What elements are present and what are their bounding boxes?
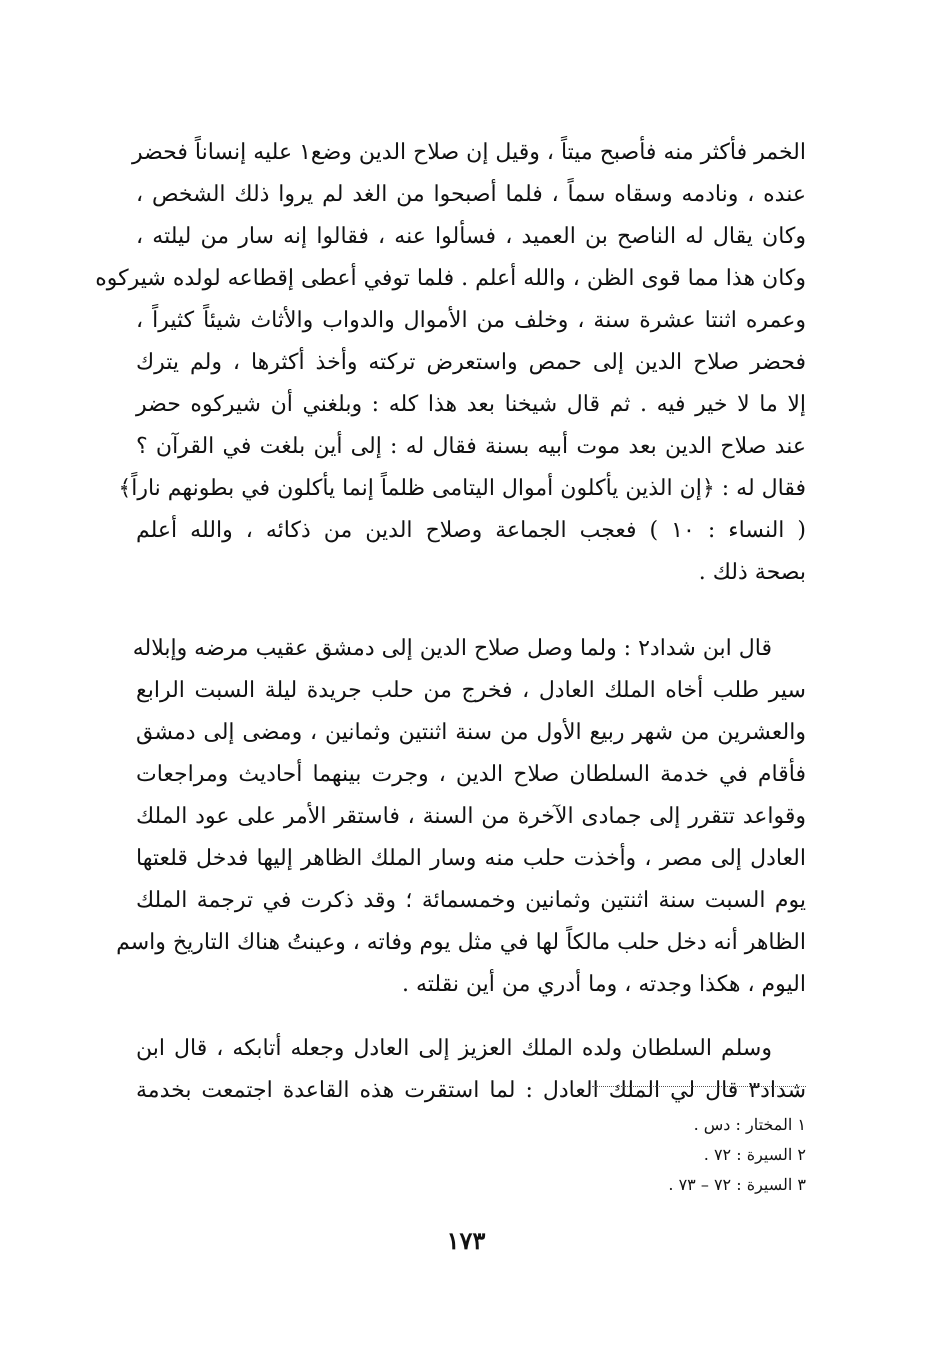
- text-line: وقواعد تتقرر إلى جمادى الآخرة من السنة ، فاستقر الأمر على عود الملك: [136, 804, 806, 829]
- text-line: وعمره اثنتا عشرة سنة ، وخلف من الأموال والدواب والأثاث شيئاً كثيراً ،: [136, 308, 806, 333]
- text-line: وسلم السلطان ولده الملك العزيز إلى العادل وجعله أتابكه ، قال ابن: [136, 1036, 772, 1061]
- quran-quote-line: فقال له : ﴿إن الذين يأكلون أموال اليتامى ظلماً إنما يأكلون في بطونهم ناراً﴾: [118, 476, 806, 501]
- footnote-1: ١ المختار : دس .: [693, 1115, 806, 1134]
- footnote-3: ٣ السيرة : ٧٢ – ٧٣ .: [668, 1175, 806, 1194]
- paragraph-spacer: [136, 594, 806, 628]
- text-line: فحضر صلاح الدين إلى حمص واستعرض تركته وأخذ أكثرها ، ولم يترك: [136, 350, 806, 375]
- body-text: [95, 132, 806, 1112]
- paragraph-spacer: [136, 1006, 806, 1028]
- footnote-separator: [592, 1086, 806, 1087]
- paragraph-3: [136, 1028, 806, 1112]
- text-line: الخمر فأكثر منه فأصبح ميتاً ، وقيل إن صلاح الدين وضع١ عليه إنساناً فحضر: [131, 140, 806, 165]
- text-line: اليوم ، هكذا وجدته ، وما أدري من أين نقلته .: [401, 972, 806, 997]
- footnote-2: ٢ السيرة : ٧٢ .: [703, 1145, 806, 1164]
- text-line: الظاهر أنه دخل حلب مالكاً لها في مثل يوم وفاته ، وعينتُ هناك التاريخ واسم: [116, 930, 806, 955]
- footnotes: [400, 1110, 806, 1200]
- text-line: وكان يقال له الناصح بن العميد ، فسألوا عنه ، فقالوا إنه سار من ليلته ،: [136, 224, 806, 249]
- text-line: قال ابن شداد٢ : ولما وصل صلاح الدين إلى دمشق عقيب مرضه وإبلاله: [132, 636, 772, 661]
- text-line: بصحة ذلك .: [698, 560, 806, 585]
- text-line: سير طلب أخاه الملك العادل ، فخرج من حلب جريدة ليلة السبت الرابع: [136, 678, 806, 703]
- text-line: شداد٣ قال لي الملك العادل : لما استقرت هذه القاعدة اجتمعت بخدمة: [136, 1078, 806, 1103]
- text-line: إلا ما لا خير فيه . ثم قال شيخنا بعد هذا كله : وبلغني أن شيركوه حضر: [136, 392, 806, 417]
- text-line: ( النساء : ١٠ ) فعجب الجماعة وصلاح الدين من ذكائه ، والله أعلم: [136, 518, 806, 543]
- text-line: يوم السبت سنة اثنتين وثمانين وخمسمائة ؛ وقد ذكرت في ترجمة الملك: [136, 888, 806, 913]
- text-line: عنده ، ونادمه وسقاه سماً ، فلما أصبحوا من الغد لم يروا ذلك الشخص ،: [136, 182, 806, 207]
- paragraph-1: [95, 132, 806, 594]
- text-line: فأقام في خدمة السلطان صلاح الدين ، وجرت بينهما أحاديث ومراجعات: [136, 762, 806, 787]
- text-line: عند صلاح الدين بعد موت أبيه بسنة فقال له : إلى أين بلغت في القرآن ؟: [136, 434, 806, 459]
- text-line: والعشرين من شهر ربيع الأول من سنة اثنتين وثمانين ، ومضى إلى دمشق: [136, 720, 806, 745]
- page-number: ١٧٣: [446, 1226, 486, 1255]
- text-line: وكان هذا مما قوى الظن ، والله أعلم . فلما توفي أعطى إقطاعه لولده شيركوه: [95, 266, 806, 291]
- text-line: العادل إلى مصر ، وأخذت حلب منه وسار الملك الظاهر إليها فدخل قلعتها: [136, 846, 806, 871]
- paragraph-2: [116, 628, 806, 1006]
